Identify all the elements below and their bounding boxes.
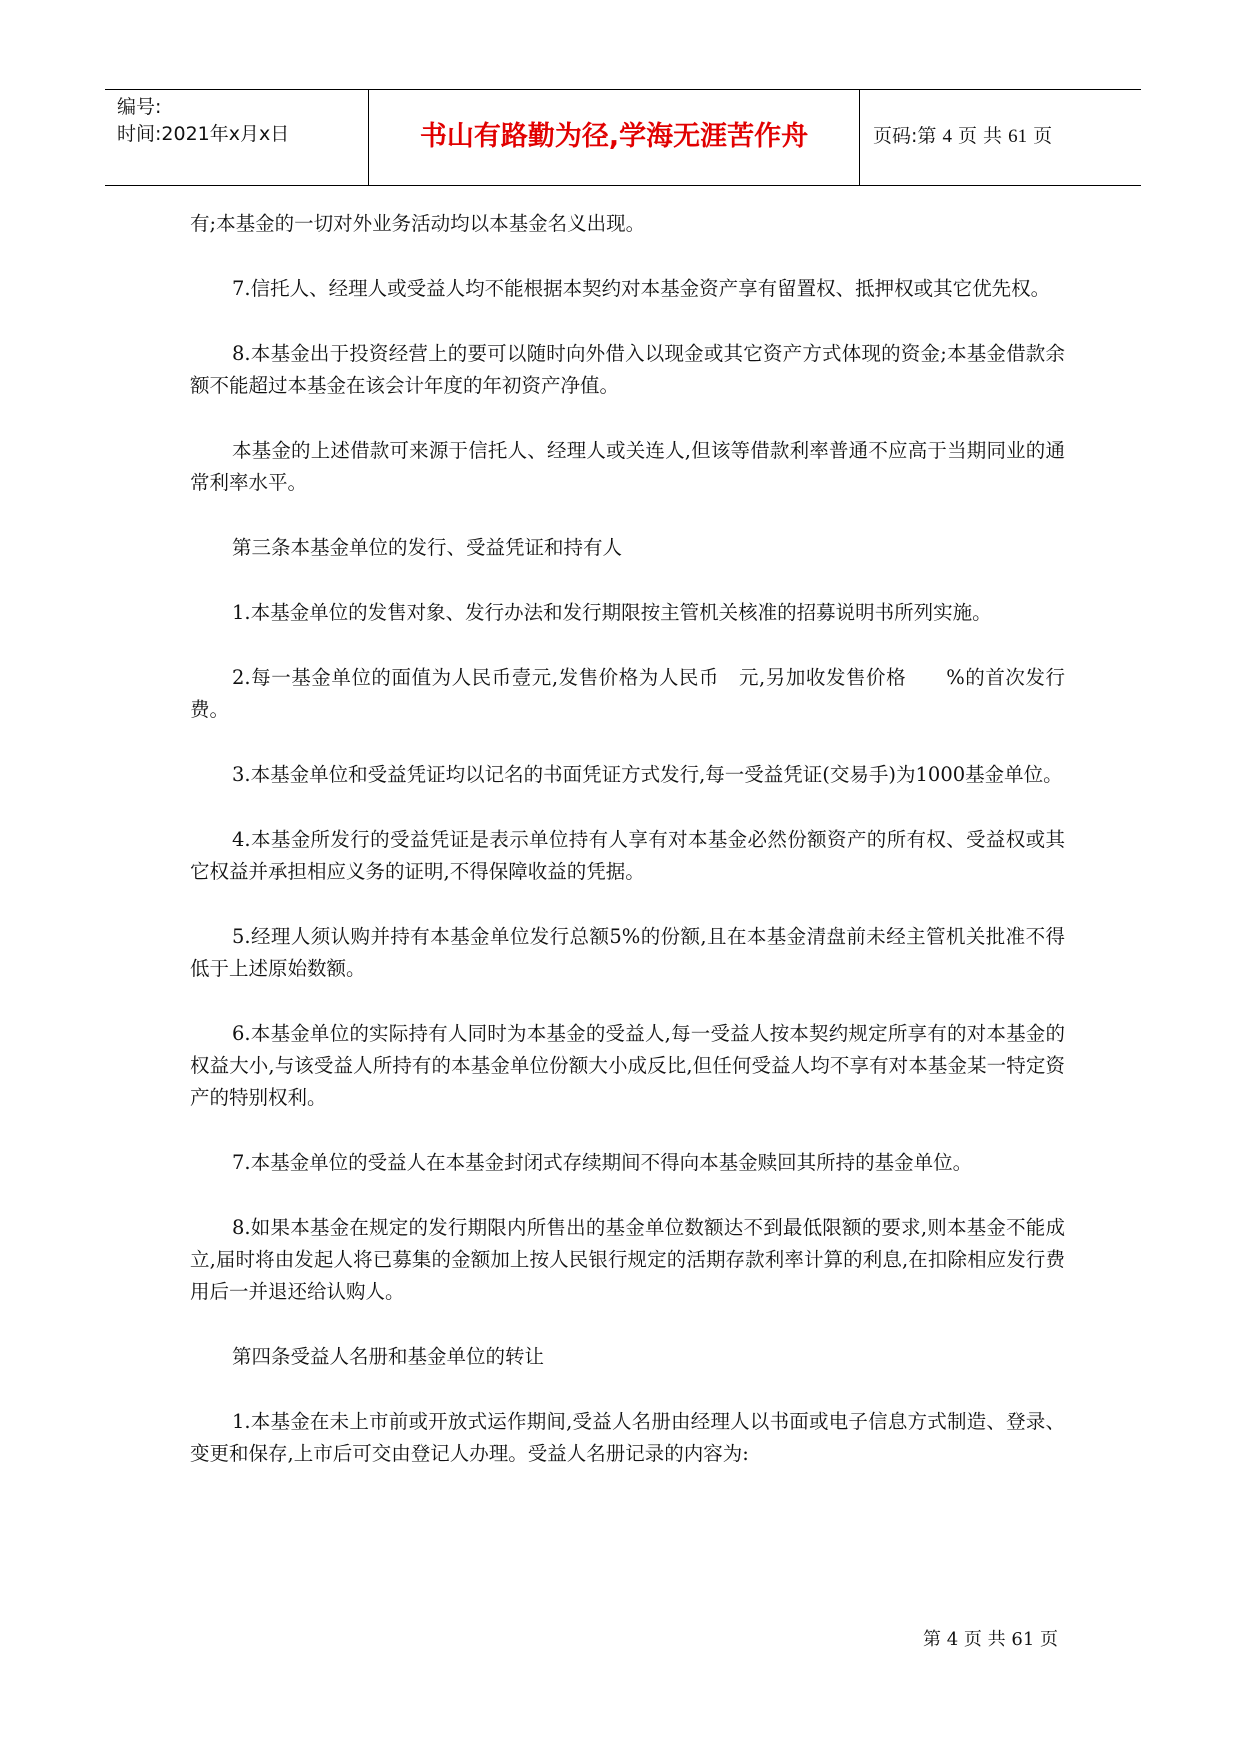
section-heading: 第三条本基金单位的发行、受益凭证和持有人 (232, 536, 623, 559)
page-total: 61 (1008, 126, 1028, 147)
page-header (105, 89, 1141, 186)
paragraph: 3.本基金单位和受益凭证均以记名的书面凭证方式发行,每一受益凭证(交易手)为1000基金单位。 (232, 763, 1063, 786)
page-current: 4 (942, 126, 952, 147)
paragraph: 4.本基金所发行的受益凭证是表示单位持有人享有对本基金必然份额资产的所有权、受益权或其它权益并承担相应义务的证明,不得保障收益的凭据。 (190, 828, 1065, 883)
page-footer: 第 4 页 共 61 页 (923, 1629, 1058, 1650)
page-mid: 页 共 (958, 125, 1003, 147)
paragraph: 5.经理人须认购并持有本基金单位发行总额5%的份额,且在本基金清盘前未经主管机关批准不得低于上述原始数额。 (190, 925, 1065, 980)
paragraph: 有;本基金的一切对外业务活动均以本基金名义出现。 (190, 212, 646, 235)
paragraph: 8.如果本基金在规定的发行期限内所售出的基金单位数额达不到最低限额的要求,则本基金不能成立,届时将由发起人将已募集的金额加上按人民银行规定的活期存款利率计算的利息,在扣除相应发行费用后一并退还给认购人。 (190, 1216, 1065, 1303)
paragraph: 8.本基金出于投资经营上的要可以随时向外借入以现金或其它资产方式体现的资金;本基金借款余额不能超过本基金在该会计年度的年初资产净值。 (190, 342, 1065, 397)
doc-number-label: 编号: (117, 96, 162, 118)
section-heading: 第四条受益人名册和基金单位的转让 (232, 1345, 545, 1368)
paragraph: 7.信托人、经理人或受益人均不能根据本契约对本基金资产享有留置权、抵押权或其它优先权。 (232, 277, 1051, 300)
page-suffix: 页 (1033, 125, 1053, 147)
time-label: 时间:2021年x月x日 (117, 123, 290, 145)
paragraph: 1.本基金单位的发售对象、发行办法和发行期限按主管机关核准的招募说明书所列实施。 (232, 601, 992, 624)
page-prefix: 页码:第 (873, 125, 937, 147)
paragraph: 1.本基金在未上市前或开放式运作期间,受益人名册由经理人以书面或电子信息方式制造、登录、变更和保存,上市后可交由登记人办理。受益人名册记录的内容为: (190, 1410, 1065, 1465)
document-body (190, 208, 1065, 1503)
header-motto: 书山有路勤为径,学海无涯苦作舟 (419, 121, 809, 152)
header-page-number (873, 123, 1052, 150)
paragraph: 本基金的上述借款可来源于信托人、经理人或关连人,但该等借款利率普通不应高于当期同业的通常利率水平。 (190, 439, 1065, 494)
paragraph: 7.本基金单位的受益人在本基金封闭式存续期间不得向本基金赎回其所持的基金单位。 (232, 1151, 973, 1174)
paragraph: 2.每一基金单位的面值为人民币壹元,发售价格为人民币 元,另加收发售价格 %的首次发行费。 (190, 666, 1065, 721)
header-divider (859, 90, 860, 185)
header-meta (117, 94, 289, 148)
paragraph: 6.本基金单位的实际持有人同时为本基金的受益人,每一受益人按本契约规定所享有的对本基金的权益大小,与该受益人所持有的本基金单位份额大小成反比,但任何受益人均不享有对本基金某一特定资产的特别权利。 (190, 1022, 1065, 1109)
